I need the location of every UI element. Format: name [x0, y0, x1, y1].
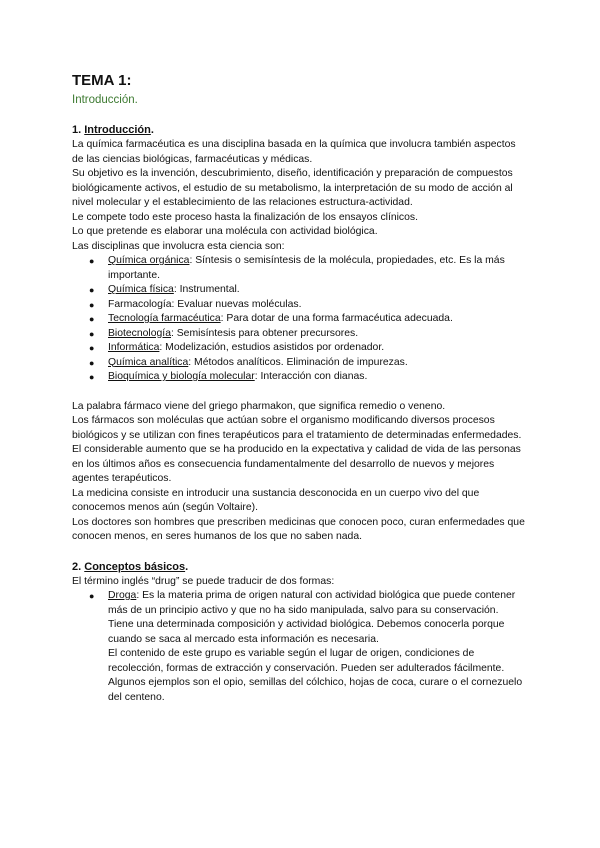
- list-item: [72, 356, 528, 371]
- paragraph: Su objetivo es la invención, descubrimiento, diseño, identificación y preparación de compuestos biológicamente activos, el estudio de su metabolismo, la interpretación de su modo de acción al nivel molecular y el establecimiento de las relaciones estructura-actividad.: [72, 168, 513, 208]
- section-2-period: .: [185, 560, 189, 573]
- indented-paragraph: El contenido de este grupo es variable según el lugar de origen, condiciones de recolección, formas de extracción y conservación. Pueden ser adulterados fácilmente.: [108, 648, 505, 674]
- indented-paragraph: Algunos ejemplos son el opio, semillas del cólchico, hojas de coca, curare o el cornezuelo del centeno.: [108, 677, 523, 703]
- section-1-heading: [72, 123, 528, 138]
- bullet-icon: ●: [89, 343, 95, 353]
- list-item: [72, 298, 528, 313]
- discipline-term: Química orgánica: [108, 255, 190, 266]
- section-1-title: Introducción: [84, 124, 151, 136]
- discipline-desc: : Síntesis o semisíntesis de la molécula, propiedades, etc. Es la más importante.: [108, 255, 505, 281]
- paragraph: Lo que pretende es elaborar una molécula con actividad biológica.: [72, 226, 378, 237]
- discipline-desc: : Interacción con dianas.: [254, 371, 368, 382]
- bullet-icon: ●: [89, 328, 95, 339]
- paragraph: La química farmacéutica es una disciplina basada en la química que involucra también aspectos de las ciencias biológicas, farmacéuticas y médicas.: [72, 139, 516, 165]
- list-item: [72, 283, 528, 298]
- discipline-desc: : Semisíntesis para obtener precursores.: [170, 327, 359, 339]
- discipline-desc: : Instrumental.: [173, 284, 240, 295]
- bullet-icon: ●: [89, 372, 95, 382]
- document-title: TEMA 1:: [72, 72, 132, 89]
- indented-paragraph: Tiene una determinada composición y actividad biológica. Debemos conocerla porque cuando se saca al mercado esta información es necesaria.: [108, 619, 505, 645]
- bullet-icon: ●: [89, 357, 95, 368]
- bullet-icon: ●: [89, 256, 95, 266]
- list-item: [72, 589, 528, 618]
- section-2-heading: [72, 560, 528, 575]
- list-item: [72, 327, 528, 342]
- discipline-term: Bioquímica y biología molecular: [108, 371, 255, 382]
- section-1-period: .: [150, 124, 154, 136]
- list-item: [72, 254, 528, 283]
- list-item: [72, 312, 528, 327]
- paragraph: Los fármacos son moléculas que actúan sobre el organismo modificando diversos procesos biológicos y se utilizan con fines terapéuticos para el tratamiento de determinadas enfermedades.: [72, 415, 522, 441]
- document-subtitle: Introducción.: [72, 94, 138, 106]
- paragraph: Los doctores son hombres que prescriben medicinas que conocen poco, curan enfermedades que conocen menos, en seres humanos de los que no saben nada.: [72, 516, 525, 542]
- section-1-number: 1.: [72, 124, 82, 136]
- discipline-desc: : Modelización, estudios asistidos por ordenador.: [159, 342, 385, 353]
- drug-forms-list: [72, 589, 528, 618]
- discipline-term: Informática: [108, 342, 160, 353]
- drug-desc: : Es la materia prima de origen natural con actividad biológica que puede contener más de un principio activo y que no ha sido manipulada, salvo para su conservación.: [108, 590, 516, 616]
- bullet-icon: ●: [89, 299, 95, 310]
- discipline-term: Tecnología farmacéutica: [108, 313, 221, 324]
- disciplines-list: [72, 254, 528, 385]
- discipline-term: Biotecnología: [108, 327, 171, 339]
- discipline-desc: : Para dotar de una forma farmacéutica adecuada.: [220, 313, 453, 324]
- paragraph: Le compete todo este proceso hasta la finalización de los ensayos clínicos.: [72, 211, 418, 223]
- discipline-term: Química física: [108, 284, 174, 295]
- drug-term: Droga: [108, 590, 137, 601]
- discipline-term: Farmacología: [108, 298, 172, 310]
- paragraph: La palabra fármaco viene del griego pharmakon, que significa remedio o veneno.: [72, 400, 446, 412]
- list-item: [72, 370, 528, 385]
- paragraph: El término inglés “drug” se puede traducir de dos formas:: [72, 575, 335, 587]
- bullet-icon: ●: [89, 314, 95, 324]
- paragraph: El considerable aumento que se ha producido en la expectativa y calidad de vida de las personas en los últimos años es consecuencia fundamentalmente del desarrollo de nuevos y mejores agentes terapéuticos.: [72, 444, 521, 484]
- paragraph: Las disciplinas que involucra esta ciencia son:: [72, 240, 285, 252]
- list-item: [72, 341, 528, 356]
- section-2-number: 2.: [72, 560, 82, 573]
- discipline-term: Química analítica: [108, 356, 189, 368]
- section-2-title: Conceptos básicos: [84, 560, 186, 573]
- bullet-icon: ●: [89, 285, 95, 295]
- discipline-desc: : Métodos analíticos. Eliminación de impurezas.: [188, 356, 408, 368]
- document-page: [72, 72, 528, 705]
- discipline-desc: : Evaluar nuevas moléculas.: [171, 298, 302, 310]
- bullet-icon: ●: [89, 591, 95, 601]
- paragraph: La medicina consiste en introducir una sustancia desconocida en un cuerpo vivo del que conocemos menos aún (según Voltaire).: [72, 487, 480, 513]
